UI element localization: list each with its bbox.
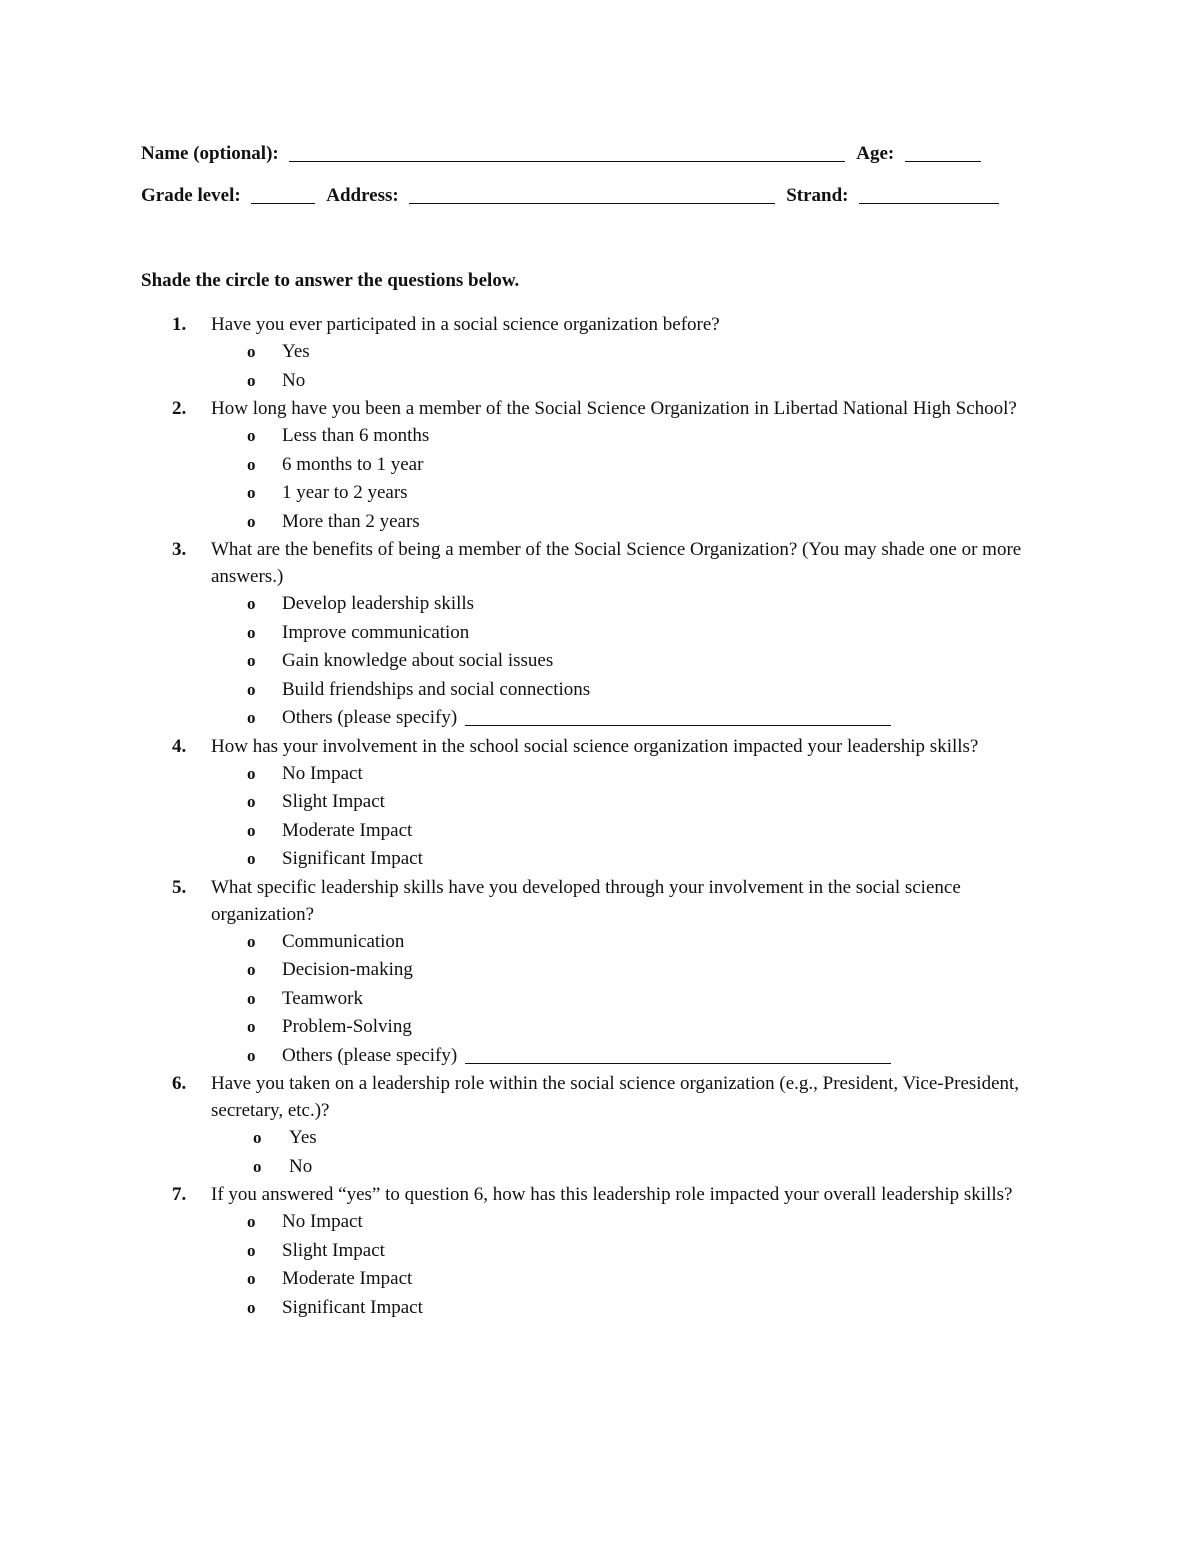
question-text: What are the benefits of being a member of the Social Science Organization? (You may shade one or more answers.)	[211, 539, 1022, 587]
option-more-than-2-years[interactable]	[0, 508, 1200, 537]
circle-icon[interactable]: o	[247, 931, 256, 951]
option-label: Problem-Solving	[282, 1016, 412, 1037]
question-4	[0, 733, 1200, 874]
option-significant-impact[interactable]	[0, 1294, 1200, 1323]
option-slight-impact[interactable]	[0, 788, 1200, 817]
option-label: No	[282, 369, 306, 391]
address-label: Address:	[326, 185, 399, 206]
age-field[interactable]	[905, 143, 981, 162]
circle-icon[interactable]: o	[247, 1045, 256, 1065]
option-label: Gain knowledge about social issues	[282, 650, 554, 671]
option-list	[0, 1208, 1200, 1322]
option-others[interactable]	[0, 1042, 1200, 1071]
circle-icon[interactable]: o	[247, 1017, 256, 1036]
option-label: Significant Impact	[282, 1296, 423, 1318]
question-text: Have you ever participated in a social science organization before?	[211, 314, 720, 335]
circle-icon[interactable]: o	[247, 1269, 256, 1288]
circle-icon[interactable]: o	[247, 792, 256, 811]
question-text: What specific leadership skills have you developed through your involvement in the social science organization?	[211, 876, 961, 925]
circle-icon[interactable]: o	[247, 763, 256, 783]
option-label: Teamwork	[282, 987, 363, 1009]
option-label: Less than 6 months	[282, 425, 430, 446]
option-yes[interactable]	[0, 1124, 1200, 1153]
option-label: Slight Impact	[282, 791, 385, 812]
option-moderate-impact[interactable]	[0, 1265, 1200, 1294]
question-text: How has your involvement in the school social science organization impacted your leadership skills?	[211, 735, 979, 757]
option-communication[interactable]	[0, 619, 1200, 648]
circle-icon[interactable]: o	[247, 342, 256, 361]
circle-icon[interactable]: o	[247, 622, 256, 642]
option-label: More than 2 years	[282, 510, 420, 532]
option-problem-solving[interactable]	[0, 1013, 1200, 1042]
instruction-text: Shade the circle to answer the questions below.	[141, 270, 520, 291]
question-list	[0, 311, 1200, 1322]
option-label: Communication	[282, 930, 405, 952]
circle-icon[interactable]: o	[247, 679, 256, 699]
circle-icon[interactable]: o	[247, 1297, 256, 1317]
option-leadership-skills[interactable]	[0, 590, 1200, 619]
circle-icon[interactable]: o	[247, 988, 256, 1008]
option-label: Moderate Impact	[282, 819, 413, 841]
option-moderate-impact[interactable]	[0, 817, 1200, 846]
option-1-to-2-years[interactable]	[0, 479, 1200, 508]
circle-icon[interactable]: o	[247, 651, 256, 670]
strand-field[interactable]	[859, 185, 999, 204]
age-label: Age:	[856, 143, 895, 164]
option-label: Yes	[289, 1127, 317, 1148]
grade-level-label: Grade level:	[141, 185, 241, 206]
option-no-impact[interactable]	[0, 760, 1200, 789]
option-label: Others (please specify)	[282, 1044, 458, 1066]
option-slight-impact[interactable]	[0, 1237, 1200, 1266]
circle-icon[interactable]: o	[247, 1212, 256, 1231]
option-label: Improve communication	[282, 621, 470, 643]
option-label: Develop leadership skills	[282, 593, 475, 614]
option-no-impact[interactable]	[0, 1208, 1200, 1237]
circle-icon[interactable]: o	[247, 511, 256, 531]
option-yes[interactable]	[0, 338, 1200, 367]
question-6	[0, 1070, 1200, 1181]
question-number: 4.	[172, 735, 187, 757]
question-5	[0, 874, 1200, 1071]
question-7	[0, 1181, 1200, 1322]
option-list	[0, 338, 1200, 395]
option-significant-impact[interactable]	[0, 845, 1200, 874]
circle-icon[interactable]: o	[247, 594, 256, 613]
header-row-1	[141, 142, 981, 166]
question-3	[0, 536, 1200, 733]
option-6-months-to-1-year[interactable]	[0, 451, 1200, 480]
option-friendships[interactable]	[0, 676, 1200, 705]
option-list	[0, 928, 1200, 1071]
question-number: 2.	[172, 398, 187, 419]
option-label: Significant Impact	[282, 848, 423, 869]
option-label: Slight Impact	[282, 1239, 385, 1261]
name-field[interactable]	[289, 143, 845, 162]
option-label: Moderate Impact	[282, 1268, 413, 1289]
question-text: Have you taken on a leadership role within the social science organization (e.g., President, Vice-President, secretary, etc.)?	[211, 1073, 1020, 1121]
option-communication[interactable]	[0, 928, 1200, 957]
option-label: Decision-making	[282, 959, 413, 980]
option-list	[0, 422, 1200, 536]
option-label-with-line	[282, 704, 891, 733]
question-2	[0, 395, 1200, 536]
option-list	[0, 1124, 1200, 1181]
option-no[interactable]	[0, 367, 1200, 396]
circle-icon[interactable]: o	[247, 370, 256, 390]
question-number: 6.	[172, 1073, 187, 1094]
address-field[interactable]	[409, 185, 775, 204]
specify-field[interactable]	[465, 706, 891, 726]
option-decision-making[interactable]	[0, 956, 1200, 985]
grade-level-field[interactable]	[251, 185, 315, 204]
circle-icon[interactable]: o	[253, 1128, 262, 1147]
option-label: Others (please specify)	[282, 707, 458, 728]
option-label-with-line	[282, 1042, 891, 1071]
header-row-2	[141, 184, 999, 208]
specify-field[interactable]	[465, 1044, 891, 1064]
circle-icon[interactable]: o	[247, 960, 256, 979]
question-text: How long have you been a member of the Social Science Organization in Libertad National High School?	[211, 398, 1017, 419]
option-less-than-6-months[interactable]	[0, 422, 1200, 451]
option-teamwork[interactable]	[0, 985, 1200, 1014]
question-text: If you answered “yes” to question 6, how has this leadership role impacted your overall leadership skills?	[211, 1184, 1013, 1205]
option-others[interactable]	[0, 704, 1200, 733]
option-label: No Impact	[282, 1211, 363, 1232]
option-list	[0, 760, 1200, 874]
option-label: 1 year to 2 years	[282, 482, 408, 503]
question-1	[0, 311, 1200, 395]
name-label: Name (optional):	[141, 143, 279, 164]
option-label: 6 months to 1 year	[282, 453, 424, 475]
circle-icon[interactable]: o	[247, 426, 256, 445]
circle-icon[interactable]: o	[247, 454, 256, 474]
strand-label: Strand:	[786, 185, 849, 206]
circle-icon[interactable]: o	[247, 708, 256, 727]
question-number: 5.	[172, 876, 187, 898]
option-social-issues[interactable]	[0, 647, 1200, 676]
option-label: Build friendships and social connections	[282, 678, 591, 700]
option-label: No	[289, 1155, 313, 1177]
question-number: 1.	[172, 314, 187, 335]
question-number: 7.	[172, 1184, 187, 1205]
option-no[interactable]	[0, 1153, 1200, 1182]
circle-icon[interactable]: o	[253, 1156, 262, 1176]
circle-icon[interactable]: o	[247, 849, 256, 868]
option-list	[0, 590, 1200, 733]
circle-icon[interactable]: o	[247, 483, 256, 502]
option-label: No Impact	[282, 762, 363, 784]
circle-icon[interactable]: o	[247, 820, 256, 840]
circle-icon[interactable]: o	[247, 1240, 256, 1260]
question-number: 3.	[172, 539, 187, 560]
option-label: Yes	[282, 341, 310, 362]
